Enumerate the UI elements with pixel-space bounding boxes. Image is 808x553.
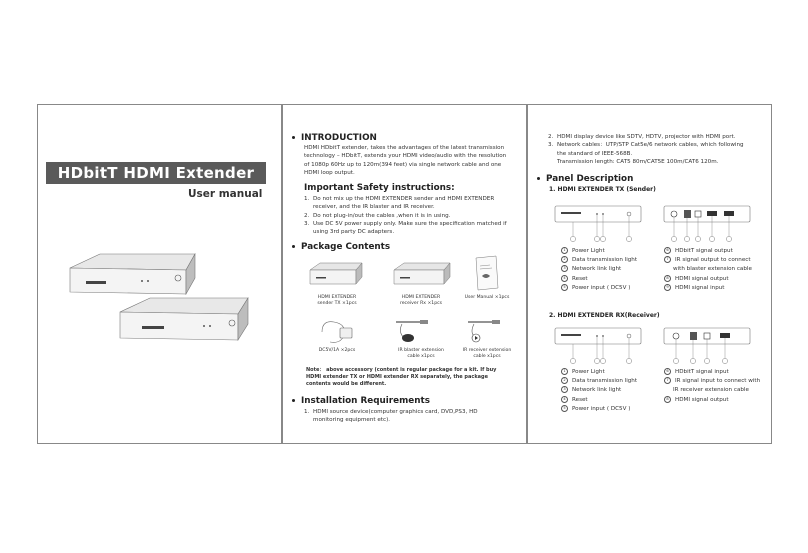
legend-item: with blaster extension cable [673,266,752,273]
bullet-icon [292,245,295,248]
legend-item: 6 HDbitT signal output [664,247,752,256]
receiver-rx-icon [392,260,452,290]
package-label-adapter: DC5V/1A ×2pcs [318,348,356,353]
legend-item: 5 Power input ( DC5V ) [561,284,637,293]
installation-item-cont: the standard of IEEE-568B. [557,150,633,157]
bullet-icon [292,136,295,139]
tx-rear-panel [662,204,754,246]
installation-item: 2. HDMI display device like SDTV, HDTV, projector with HDMI port. [548,134,736,140]
legend-item: 9 HDMI signal input [664,284,752,293]
panel-heading: Panel Description [537,174,633,184]
rx-heading: 2. HDMI EXTENDER RX(Receiver) [549,312,660,319]
package-note: Note： above accessory (content is regular package for a kit. If buy HDMI extender TX or HDMI extender RX separately, the package contents would be different. [306,367,497,388]
extender-units-illustration [60,248,260,358]
ir-receiver-cable-icon [464,316,514,346]
safety-item: 3. Use DC 5V power supply only. Make sure the specification matched if [304,220,507,227]
package-label-ir-blaster: IR blaster extension cable x1pcs [398,348,444,359]
legend-item: 1 Power Light [561,368,637,377]
tx-legend-right [664,247,752,293]
installation-list-cont [548,133,744,166]
safety-item: 1. Do not mix up the HDMI EXTENDER sender and HDMI EXTENDER [304,196,495,202]
intro-text [304,144,506,177]
power-adapter-icon [318,316,358,346]
installation-item-cont: Transmission length: CAT5 80m/CAT5E 100m/CAT6 120m. [557,158,719,165]
user-manual-icon [472,254,502,292]
installation-list-start [304,408,478,425]
extender-unit-back [70,254,195,294]
extender-unit-front [120,298,248,340]
rx-legend-left [561,368,637,414]
bullet-icon [292,399,295,402]
legend-item: 7 IR signal input to connect with [664,377,760,386]
safety-heading: Important Safety instructions: [304,183,455,193]
legend-item: 7 IR signal output to connect [664,256,752,265]
rx-front-panel [553,326,645,368]
installation-heading: Installation Requirements [292,396,430,406]
legend-item: 2 Data transmission light [561,377,637,386]
package-label-tx: HDMI EXTENDER sender TX ×1pcs [317,295,357,306]
legend-item: IR receiver extension cable [673,387,749,394]
legend-item: 3 Network link light [561,265,637,274]
intro-line: HDMI HDbitT extender, takes the advantages of the latest transmission [304,145,505,151]
installation-item: 3. Network cables：UTP/STP Cat5e/6 network cables, which following [548,142,744,149]
legend-item: 4 Reset [561,396,637,405]
cover-title: HDbitT HDMI Extender [46,162,266,184]
installation-item-cont: monitoring equipment etc). [313,417,391,424]
legend-item: 2 Data transmission light [561,256,637,265]
safety-item-cont: receiver, and the IR blaster and IR receiver. [313,204,435,211]
legend-item: 6 HDbitT signal input [664,368,760,377]
legend-item: 8 HDMI signal output [664,275,752,284]
intro-line: technology – HDbitT, extends your HDMI video/audio with the resolution [304,153,507,160]
safety-item-cont: using 3rd party DC adapters. [313,229,395,236]
package-heading: Package Contents [292,242,390,252]
tx-legend-left [561,247,637,293]
safety-list [304,195,507,236]
sender-tx-icon [308,260,364,290]
rx-rear-panel [662,326,754,368]
intro-line: of 1080p 60Hz up to 120m(394 feet) via single network cable and one [304,161,502,168]
tx-heading: 1. HDMI EXTENDER TX (Sender) [549,186,656,193]
legend-item: 3 Network link light [561,386,637,395]
cover-subtitle: User manual [188,188,263,200]
package-label-manual: User Manual ×1pcs [464,295,510,300]
safety-item: 2. Do not plug-in/out the cables ,when it is in using. [304,212,451,219]
ir-blaster-cable-icon [392,316,442,346]
legend-item: 4 Reset [561,275,637,284]
installation-item: 1. HDMI source device(computer graphics card, DVD,PS3, HD [304,409,478,415]
legend-item: 8 HDMI signal output [664,396,760,405]
bullet-icon [537,177,540,180]
package-label-rx: HDMI EXTENDER receiver Rx ×1pcs [399,295,443,306]
intro-line: HDMI loop output. [304,169,355,176]
tx-front-panel [553,204,645,246]
intro-heading: INTRODUCTION [292,133,377,143]
package-label-ir-receiver: IR receiver extension cable x1pcs [462,348,512,359]
rx-legend-right [664,368,760,405]
legend-item: 5 Power input ( DC5V ) [561,405,637,414]
legend-item: 1 Power Light [561,247,637,256]
